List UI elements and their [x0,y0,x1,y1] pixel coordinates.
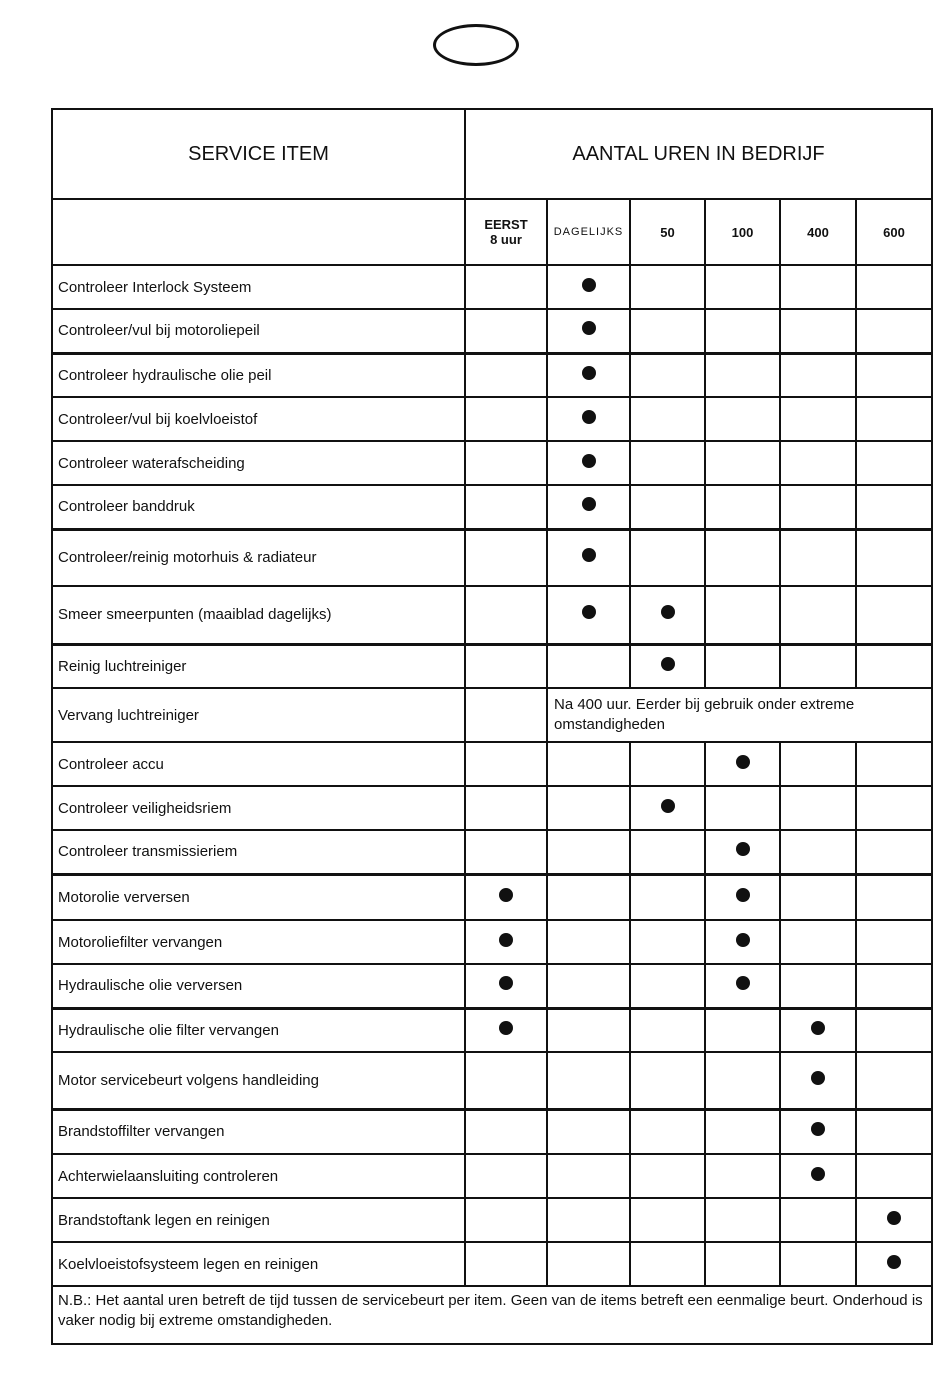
interval-cell [856,742,932,786]
bullet-dot-icon [811,1122,825,1136]
interval-cell [465,586,547,644]
interval-cell [547,353,630,397]
interval-header-100: 100 [705,199,780,265]
interval-cell [547,397,630,441]
oval-marker [433,24,519,66]
interval-cell [630,1242,705,1286]
bullet-dot-icon [887,1255,901,1269]
table-row [52,485,932,529]
interval-cell [630,1154,705,1198]
interval-cell [465,1242,547,1286]
interval-cell [856,1154,932,1198]
interval-cell [856,485,932,529]
interval-cell [465,920,547,964]
service-item-label: Controleer/reinig motorhuis & radiateur [52,529,465,586]
interval-cell [465,742,547,786]
interval-cell [780,265,856,309]
interval-cell [705,644,780,688]
interval-cell [705,1109,780,1154]
interval-cell [547,920,630,964]
interval-cell [856,830,932,874]
interval-cell [705,485,780,529]
interval-cell [705,964,780,1008]
interval-header-first [465,199,547,265]
interval-cell [856,586,932,644]
bullet-dot-icon [499,888,513,902]
interval-cell [780,529,856,586]
interval-cell [547,742,630,786]
table-row [52,964,932,1008]
interval-cell [547,1154,630,1198]
interval-cell [547,529,630,586]
interval-cell [465,397,547,441]
table-row [52,874,932,920]
interval-cell [780,1008,856,1052]
interval-cell [630,1008,705,1052]
interval-cell [705,397,780,441]
bullet-dot-icon [736,933,750,947]
service-item-label: Vervang luchtreiniger [52,688,465,742]
interval-cell [630,309,705,353]
interval-cell [780,1109,856,1154]
interval-first-line2: 8 uur [490,232,522,247]
bullet-dot-icon [661,605,675,619]
interval-cell [547,309,630,353]
bullet-dot-icon [582,278,596,292]
interval-header-daily: DAGELIJKS [547,199,630,265]
interval-cell [630,874,705,920]
interval-cell [856,786,932,830]
interval-cell [547,1008,630,1052]
bullet-dot-icon [811,1167,825,1181]
bullet-dot-icon [499,933,513,947]
footer-row [52,1286,932,1344]
interval-cell [780,786,856,830]
interval-cell [705,874,780,920]
interval-cell [780,586,856,644]
service-item-label: Controleer/vul bij koelvloeistof [52,397,465,441]
interval-cell [780,1242,856,1286]
bullet-dot-icon [499,1021,513,1035]
service-item-label: Controleer Interlock Systeem [52,265,465,309]
interval-cell [547,265,630,309]
bullet-dot-icon [736,888,750,902]
interval-cell [856,1109,932,1154]
table-row [52,353,932,397]
interval-cell [705,586,780,644]
table-row [52,1242,932,1286]
interval-cell [465,529,547,586]
interval-cell [705,742,780,786]
table-row [52,688,932,742]
service-item-label: Controleer waterafscheiding [52,441,465,485]
service-item-header: SERVICE ITEM [52,109,465,199]
service-item-label: Motorolie verversen [52,874,465,920]
bullet-dot-icon [582,366,596,380]
bullet-dot-icon [582,321,596,335]
interval-cell [630,742,705,786]
interval-cell [705,1198,780,1242]
bullet-dot-icon [582,410,596,424]
table-row [52,1198,932,1242]
header-row-main [52,109,932,199]
interval-cell [630,397,705,441]
interval-cell [630,265,705,309]
interval-cell [630,1109,705,1154]
interval-cell [780,309,856,353]
interval-cell [856,874,932,920]
table-row [52,742,932,786]
interval-first-line1: EERST [484,217,528,232]
table-row [52,309,932,353]
interval-header-50: 50 [630,199,705,265]
interval-cell [465,1198,547,1242]
interval-cell [630,644,705,688]
interval-cell [630,441,705,485]
bullet-dot-icon [736,755,750,769]
service-schedule-table [51,108,933,1345]
interval-cell [856,309,932,353]
bullet-dot-icon [499,976,513,990]
interval-cell [547,644,630,688]
interval-cell [547,1242,630,1286]
interval-cell [630,353,705,397]
interval-cell [465,786,547,830]
bullet-dot-icon [736,976,750,990]
interval-cell [630,830,705,874]
service-item-label: Controleer/vul bij motoroliepeil [52,309,465,353]
service-item-label: Controleer accu [52,742,465,786]
service-item-label: Motoroliefilter vervangen [52,920,465,964]
interval-cell [465,874,547,920]
interval-cell [705,265,780,309]
bullet-dot-icon [582,454,596,468]
interval-cell [856,397,932,441]
service-item-label: Controleer transmissieriem [52,830,465,874]
interval-cell [465,441,547,485]
interval-cell [780,874,856,920]
interval-cell [856,920,932,964]
interval-cell [547,830,630,874]
interval-cell [465,1109,547,1154]
interval-cell [705,786,780,830]
interval-cell [630,964,705,1008]
interval-cell [856,964,932,1008]
service-item-label: Motor servicebeurt volgens handleiding [52,1052,465,1109]
interval-cell [705,1154,780,1198]
bullet-dot-icon [811,1071,825,1085]
table-row [52,830,932,874]
service-item-label: Brandstoftank legen en reinigen [52,1198,465,1242]
interval-cell [705,1008,780,1052]
table-row [52,441,932,485]
blank-header-cell [52,199,465,265]
interval-cell [705,1052,780,1109]
interval-cell [705,529,780,586]
interval-cell [705,1242,780,1286]
bullet-dot-icon [736,842,750,856]
table-row [52,786,932,830]
table-row [52,920,932,964]
bullet-dot-icon [811,1021,825,1035]
table-row [52,1052,932,1109]
service-item-label: Hydraulische olie filter vervangen [52,1008,465,1052]
interval-cell [465,964,547,1008]
bullet-dot-icon [582,548,596,562]
hours-header: AANTAL UREN IN BEDRIJF [465,109,932,199]
interval-cell [705,353,780,397]
interval-cell [705,830,780,874]
interval-cell [856,1198,932,1242]
interval-note: Na 400 uur. Eerder bij gebruik onder extreme omstandigheden [547,688,932,742]
interval-cell [547,441,630,485]
bullet-dot-icon [661,657,675,671]
interval-cell [856,265,932,309]
interval-cell [780,1198,856,1242]
header-row-intervals [52,199,932,265]
interval-cell [465,485,547,529]
interval-cell [465,688,547,742]
service-item-label: Controleer veiligheidsriem [52,786,465,830]
interval-cell [630,586,705,644]
interval-cell [780,1052,856,1109]
interval-cell [705,441,780,485]
interval-cell [465,353,547,397]
interval-cell [630,1198,705,1242]
interval-cell [856,1008,932,1052]
table-row [52,1154,932,1198]
interval-cell [547,1198,630,1242]
interval-cell [465,1052,547,1109]
interval-cell [780,485,856,529]
table-row [52,586,932,644]
service-item-label: Controleer hydraulische olie peil [52,353,465,397]
interval-cell [465,265,547,309]
interval-cell [780,1154,856,1198]
interval-cell [630,920,705,964]
table-row [52,397,932,441]
service-item-label: Controleer banddruk [52,485,465,529]
interval-cell [780,441,856,485]
interval-cell [465,1008,547,1052]
interval-cell [630,1052,705,1109]
interval-cell [465,1154,547,1198]
table-row [52,1109,932,1154]
table-row [52,265,932,309]
interval-cell [465,309,547,353]
interval-cell [547,786,630,830]
footer-note: N.B.: Het aantal uren betreft de tijd tussen de servicebeurt per item. Geen van de items betreft een eenmalige beurt. Onderhoud is vaker nodig bij extreme omstandigheden. [52,1286,932,1344]
interval-cell [630,529,705,586]
service-item-label: Hydraulische olie verversen [52,964,465,1008]
service-item-label: Brandstoffilter vervangen [52,1109,465,1154]
bullet-dot-icon [582,497,596,511]
interval-cell [856,441,932,485]
interval-cell [547,485,630,529]
interval-cell [630,485,705,529]
interval-cell [630,786,705,830]
service-item-label: Achterwielaansluiting controleren [52,1154,465,1198]
table-row [52,1008,932,1052]
interval-cell [856,1242,932,1286]
interval-cell [705,920,780,964]
interval-cell [780,830,856,874]
interval-cell [856,529,932,586]
interval-cell [780,920,856,964]
interval-cell [465,830,547,874]
interval-cell [705,309,780,353]
table-row [52,529,932,586]
service-rows [52,265,932,1286]
service-item-label: Koelvloeistofsysteem legen en reinigen [52,1242,465,1286]
bullet-dot-icon [582,605,596,619]
interval-cell [547,1109,630,1154]
interval-cell [780,353,856,397]
interval-cell [547,586,630,644]
interval-cell [547,874,630,920]
interval-header-400: 400 [780,199,856,265]
interval-cell [856,1052,932,1109]
interval-header-600: 600 [856,199,932,265]
interval-cell [780,397,856,441]
service-item-label: Smeer smeerpunten (maaiblad dagelijks) [52,586,465,644]
interval-cell [856,353,932,397]
interval-cell [856,644,932,688]
service-item-label: Reinig luchtreiniger [52,644,465,688]
interval-cell [465,644,547,688]
interval-cell [780,964,856,1008]
interval-cell [780,644,856,688]
interval-cell [547,1052,630,1109]
bullet-dot-icon [887,1211,901,1225]
interval-cell [547,964,630,1008]
table-row [52,644,932,688]
interval-cell [780,742,856,786]
bullet-dot-icon [661,799,675,813]
